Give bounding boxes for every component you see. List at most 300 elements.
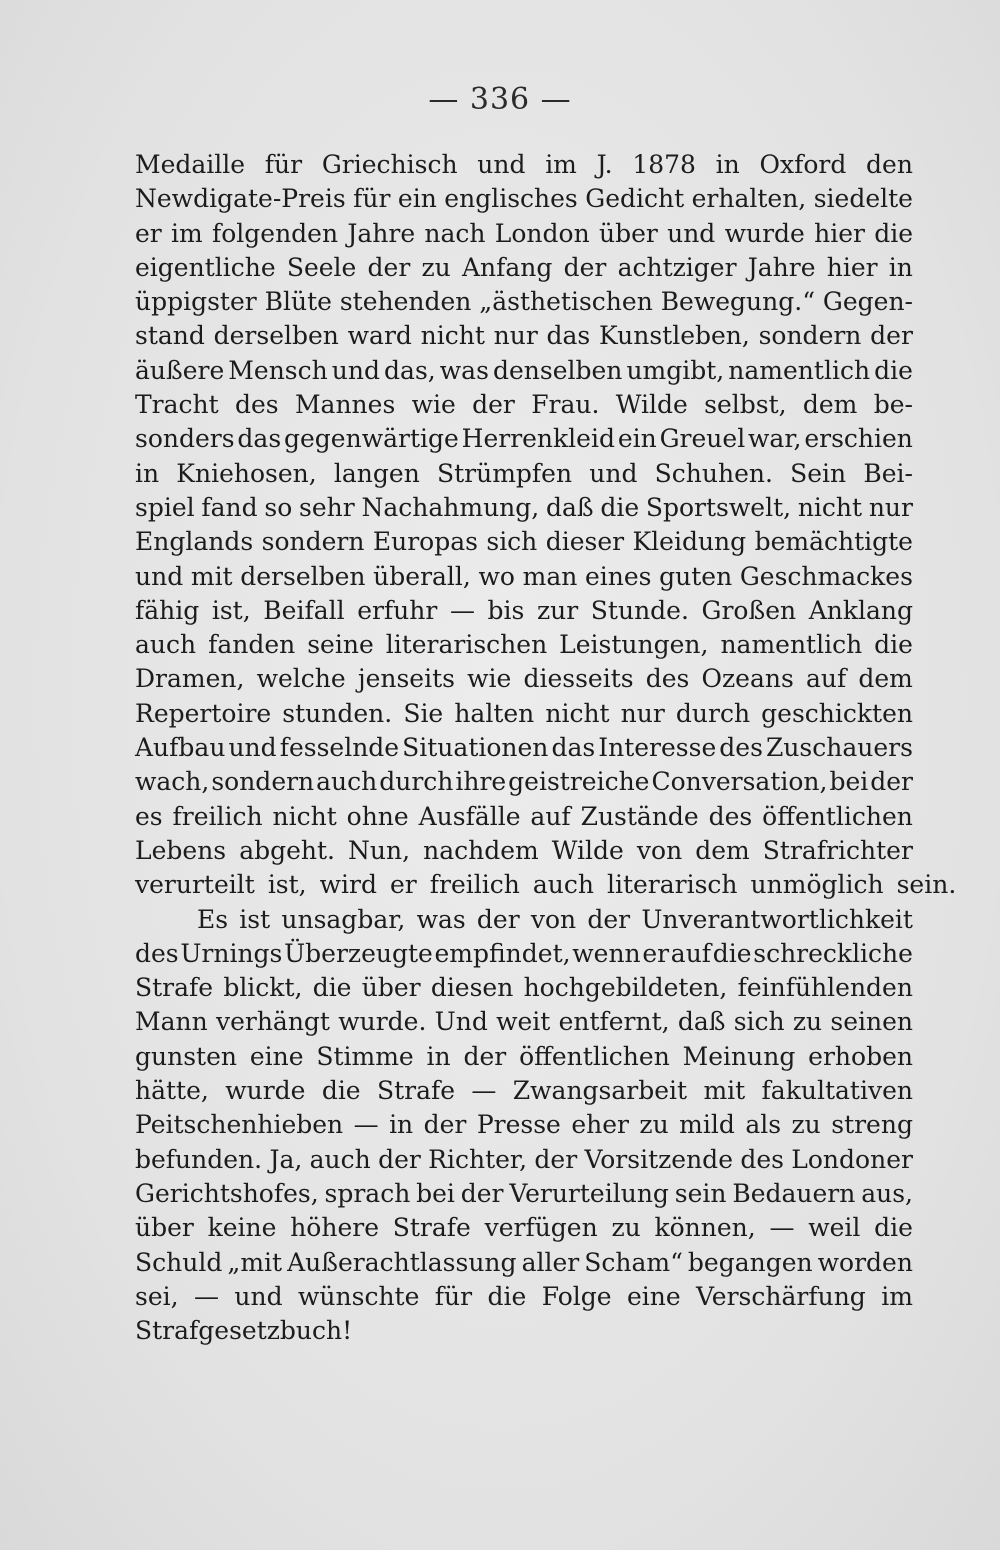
word: und [477, 150, 526, 179]
word: Meinung [682, 1041, 796, 1071]
word: Strümpfen [436, 458, 573, 488]
text-line [135, 1007, 913, 1041]
word: ward [347, 321, 412, 351]
word: auch [309, 1144, 371, 1174]
word: die [874, 218, 913, 248]
word: der [870, 767, 913, 797]
word: Sein [790, 458, 847, 488]
word: mit [703, 1076, 746, 1106]
word: Es [197, 904, 229, 934]
word: Wilde [615, 390, 688, 420]
word: für [353, 184, 391, 214]
word: dem [695, 835, 750, 865]
word: entfernt, [558, 1007, 670, 1037]
word: sein. [896, 870, 957, 900]
word: derselben [240, 561, 366, 591]
text-line [135, 1282, 913, 1316]
word: wie [411, 390, 456, 420]
word: er [642, 938, 670, 968]
word: sprach [324, 1178, 411, 1208]
word: Herrenkleid [461, 424, 615, 454]
word: verfügen [484, 1213, 598, 1243]
word: selbst, [704, 390, 787, 420]
word: fähig [135, 595, 200, 625]
word: Zustände [580, 801, 699, 831]
word: dem [802, 390, 858, 420]
word: stand [135, 321, 205, 351]
word: Peitschenhieben [135, 1110, 344, 1140]
text-line [135, 321, 913, 355]
word: in [135, 458, 160, 488]
word: Leistungen, [559, 630, 709, 660]
word: wünschte [298, 1281, 420, 1311]
word: über [361, 973, 421, 1003]
text-line [135, 836, 913, 870]
word: literarisch [606, 870, 738, 900]
word: und [234, 1281, 283, 1311]
word: namentlich [728, 355, 871, 385]
word: streng [831, 1110, 913, 1140]
word: öffentlichen [519, 1041, 670, 1071]
word: das [237, 424, 282, 454]
text-line [135, 1145, 913, 1179]
word: bis [487, 595, 525, 625]
word: was [416, 904, 466, 934]
word: aus, [861, 1178, 913, 1208]
word: und [589, 458, 638, 488]
word: sich [733, 1007, 785, 1037]
word: Newdigate-Preis [135, 184, 346, 214]
word: Oxford [759, 150, 847, 179]
word: das, [384, 355, 436, 385]
word: in [426, 1041, 451, 1071]
word: Nun, [348, 835, 411, 865]
word: Gerichtshofes, [135, 1178, 319, 1208]
word: erfuhr [357, 595, 438, 625]
word: Verschärfung [696, 1281, 866, 1311]
word: 1878 [632, 150, 696, 179]
word: von [530, 904, 577, 934]
page-number: — 336 — [428, 82, 572, 117]
word: halten [454, 698, 535, 728]
text-line [135, 459, 913, 493]
word: spiel [135, 492, 195, 522]
word: Greuel [659, 424, 746, 454]
word: für [434, 1281, 473, 1311]
word: bei [416, 1178, 455, 1208]
text-line [135, 939, 913, 973]
word: Englands [135, 527, 254, 557]
word: Bewegung.“ [660, 287, 815, 317]
text-line [135, 596, 913, 630]
word: er [390, 870, 417, 900]
word: Repertoire [135, 698, 272, 728]
word: die [600, 492, 640, 522]
word: welche [256, 664, 346, 694]
word: nicht [420, 321, 485, 351]
word: ist, [211, 595, 251, 625]
word: daß [677, 1007, 726, 1037]
word: ist, [267, 870, 307, 900]
word: Griechisch [321, 150, 458, 179]
word: Londoner [791, 1144, 913, 1174]
word: so [264, 492, 293, 522]
word: Mann [135, 1007, 208, 1037]
word: Zwangsarbeit [512, 1076, 688, 1106]
text-line [135, 905, 913, 939]
word: — [471, 1076, 497, 1106]
word: dem [858, 664, 913, 694]
word: empfindet, [434, 938, 571, 968]
word: Medaille [135, 150, 246, 179]
word: „ästhetischen [479, 287, 653, 317]
text-line [135, 767, 913, 801]
word: auch [316, 767, 378, 797]
word: Blüte [264, 287, 332, 317]
word: achtziger [617, 252, 737, 282]
word: können, [654, 1213, 756, 1243]
word: wo [478, 561, 515, 591]
word: J. [596, 150, 613, 179]
word: worden [817, 1247, 913, 1277]
body-text [135, 150, 957, 1350]
word: Strafe [376, 1076, 456, 1106]
word: zu [611, 1213, 641, 1243]
word: Frau. [531, 390, 600, 420]
word: Nachahmung, [361, 492, 540, 522]
text-line [135, 287, 913, 321]
word: Zuschauers [765, 733, 913, 763]
word: des [235, 390, 279, 420]
word: Überzeugte [284, 938, 433, 968]
word: Aufbau [135, 733, 226, 763]
word: mit [190, 561, 233, 591]
word: Richter, [428, 1144, 528, 1174]
word: auf [805, 664, 847, 694]
word: denselben [492, 355, 623, 385]
word: Wilde [551, 835, 624, 865]
word: freilich [172, 801, 263, 831]
word: nachdem [423, 835, 539, 865]
word: die [321, 1076, 361, 1106]
word: und [228, 733, 277, 763]
text-line [135, 973, 913, 1007]
word: Dramen, [135, 664, 245, 694]
word: er [135, 218, 162, 248]
word: Europas [372, 527, 478, 557]
word: bei [829, 767, 869, 797]
word: nicht [272, 801, 337, 831]
text-line [135, 184, 913, 218]
word: zu [792, 1007, 823, 1037]
text-line [135, 424, 913, 458]
word: eine [249, 1041, 304, 1071]
word: der [460, 1178, 504, 1208]
word: Strafe [392, 1213, 471, 1243]
text-line [135, 390, 913, 424]
word: im [171, 218, 203, 248]
word: hier [826, 252, 878, 282]
word: als [745, 1110, 782, 1140]
text-line [135, 527, 913, 561]
word: ihre [455, 767, 507, 797]
word: des [719, 733, 763, 763]
word: Ausfälle [418, 801, 521, 831]
word: die [874, 355, 913, 385]
word: ein [397, 184, 437, 214]
word: weil [808, 1213, 861, 1243]
word: sich [486, 527, 538, 557]
word: der [367, 252, 411, 282]
word: Interesse [598, 733, 717, 763]
text-line [135, 1248, 913, 1282]
word: der [587, 904, 631, 934]
word: von [636, 835, 683, 865]
word: nicht [545, 698, 610, 728]
word: fand [201, 492, 258, 522]
word: — [449, 595, 475, 625]
word: mild [679, 1110, 735, 1140]
text-line [135, 1076, 913, 1110]
word: wurde [724, 218, 805, 248]
word: siedelte [813, 184, 913, 214]
text-line [135, 1179, 913, 1213]
word: Jahre [747, 252, 816, 282]
word: derselben [213, 321, 339, 351]
word: des [135, 938, 179, 968]
word: sondern [758, 321, 862, 351]
word: der [563, 252, 607, 282]
word: zu [791, 1110, 821, 1140]
text-line [135, 1042, 913, 1076]
word: Beifall [263, 595, 345, 625]
word: nur [493, 321, 538, 351]
word: Situationen [402, 733, 549, 763]
word: wurde [225, 1076, 306, 1106]
word: und [667, 218, 716, 248]
word: sonders [135, 424, 235, 454]
word: Außerachtlassung [287, 1247, 517, 1277]
word: Strafgesetzbuch! [135, 1316, 353, 1346]
word: Bedauern [732, 1178, 856, 1208]
word: zu [421, 252, 451, 282]
word: feinfühlenden [737, 973, 913, 1003]
word: Schuhen. [654, 458, 773, 488]
word: weit [496, 1007, 551, 1037]
word: die [874, 630, 913, 660]
word: Stimme [316, 1041, 414, 1071]
word: wird [319, 870, 377, 900]
word: sei, [135, 1281, 179, 1311]
word: zu [639, 1110, 669, 1140]
word: hochgebildeten, [523, 973, 728, 1003]
text-line [135, 870, 957, 904]
word: ist [239, 904, 271, 934]
word: Sportswelt, [645, 492, 792, 522]
word: Jahre [347, 218, 416, 248]
word: hier [814, 218, 865, 248]
word: dieser [545, 527, 625, 557]
text-line [135, 1110, 913, 1144]
word: Bei- [863, 458, 913, 488]
word: in [715, 150, 740, 179]
word: stunden. [282, 698, 393, 728]
word: es [135, 801, 163, 831]
word: Stunde. [590, 595, 689, 625]
word: der [476, 904, 520, 934]
text-line [135, 493, 913, 527]
word: stehenden [339, 287, 472, 317]
word: eines [584, 561, 652, 591]
word: war, [748, 424, 802, 454]
word: umgibt, [626, 355, 725, 385]
word: Und [434, 1007, 488, 1037]
word: Anfang [461, 252, 553, 282]
word: die [487, 1281, 527, 1311]
word: wurde. [338, 1007, 427, 1037]
word: geschickten [761, 698, 913, 728]
word: Anklang [808, 595, 913, 625]
word: die [312, 973, 352, 1003]
word: daß [545, 492, 594, 522]
word: bemächtigte [754, 527, 913, 557]
word: Urnings [180, 938, 283, 968]
text-line [135, 253, 913, 287]
word: Kleidung [632, 527, 747, 557]
word: in [888, 252, 913, 282]
word: Gedicht [585, 184, 685, 214]
word: durch [379, 767, 454, 797]
word: sondern [261, 527, 365, 557]
word: der [472, 390, 515, 420]
word: gunsten [135, 1041, 237, 1071]
word: man [522, 561, 578, 591]
word: erschien [804, 424, 913, 454]
word: — [353, 1110, 379, 1140]
word: öffentlichen [762, 801, 913, 831]
word: verurteilt [135, 870, 255, 900]
text-line [135, 699, 913, 733]
word: Ja, [269, 1144, 303, 1174]
word: unmöglich [750, 870, 884, 900]
word: diesen [430, 973, 514, 1003]
word: hätte, [135, 1076, 209, 1106]
word: des [740, 1144, 784, 1174]
word: blickt, [223, 973, 303, 1003]
word: Vorsitzende [584, 1144, 733, 1174]
word: Sie [403, 698, 444, 728]
word: Unverantwortlichkeit [641, 904, 913, 934]
word: langen [333, 458, 420, 488]
word: sondern [211, 767, 315, 797]
word: sein [674, 1178, 727, 1208]
word: Strafe [135, 973, 214, 1003]
word: ein [617, 424, 657, 454]
word: seine [307, 630, 374, 660]
word: seinen [830, 1007, 913, 1037]
word: Schuld [135, 1247, 223, 1277]
word: be- [873, 390, 913, 420]
word: schreckliche [753, 938, 913, 968]
text-line [135, 802, 913, 836]
word: Tracht [135, 390, 219, 420]
word: diesseits [523, 664, 634, 694]
word: für [264, 150, 303, 179]
word: und [135, 561, 184, 591]
word: Gegen- [822, 287, 913, 317]
word: Folge [541, 1281, 612, 1311]
word: die [874, 1213, 913, 1243]
word: wach, [135, 767, 210, 797]
word: begangen [687, 1247, 813, 1277]
word: im [545, 150, 577, 179]
word: was [439, 355, 489, 385]
word: nur [620, 698, 665, 728]
word: über [135, 1213, 194, 1243]
word: Verurteilung [509, 1178, 669, 1208]
word: erhoben [808, 1041, 913, 1071]
word: fesselnde [279, 733, 400, 763]
word: keine [207, 1213, 277, 1243]
word: guten [659, 561, 733, 591]
word: nur [868, 492, 913, 522]
word: unsagbar, [281, 904, 406, 934]
word: und [331, 355, 380, 385]
word: Strafrichter [762, 835, 913, 865]
word: Scham“ [584, 1247, 683, 1277]
word: Lebens [135, 835, 227, 865]
text-line [135, 1213, 913, 1247]
word: Mannes [294, 390, 396, 420]
word: zur [536, 595, 579, 625]
word: die [712, 938, 752, 968]
word: Mensch [228, 355, 328, 385]
word: gegenwärtige [284, 424, 459, 454]
word: eher [571, 1110, 629, 1140]
word: auf [530, 801, 571, 831]
word: auch [135, 630, 197, 660]
word: auch [532, 870, 594, 900]
word: eine [626, 1281, 681, 1311]
text-line [135, 219, 913, 253]
word: der [534, 1144, 578, 1174]
word: überall, [373, 561, 471, 591]
word: Conversation, [651, 767, 828, 797]
word: fanden [208, 630, 296, 660]
word: freilich [429, 870, 520, 900]
word: namentlich [720, 630, 863, 660]
word: des [645, 664, 690, 694]
text-line [135, 150, 913, 184]
word: Kunstleben, [599, 321, 750, 351]
word: der [870, 321, 913, 351]
text-line [135, 356, 913, 390]
word: über [598, 218, 658, 248]
word: verhängt [215, 1007, 330, 1037]
word: Geschmackes [739, 561, 913, 591]
word: Großen [701, 595, 797, 625]
word: „mit [227, 1247, 283, 1277]
word: fakultativen [761, 1076, 913, 1106]
text-line [135, 1316, 913, 1350]
text-line [135, 664, 913, 698]
word: in [389, 1110, 414, 1140]
word: erhalten, [691, 184, 807, 214]
word: ohne [346, 801, 409, 831]
word: der [378, 1144, 421, 1174]
word: geistreiche [508, 767, 650, 797]
word: den [866, 150, 913, 179]
